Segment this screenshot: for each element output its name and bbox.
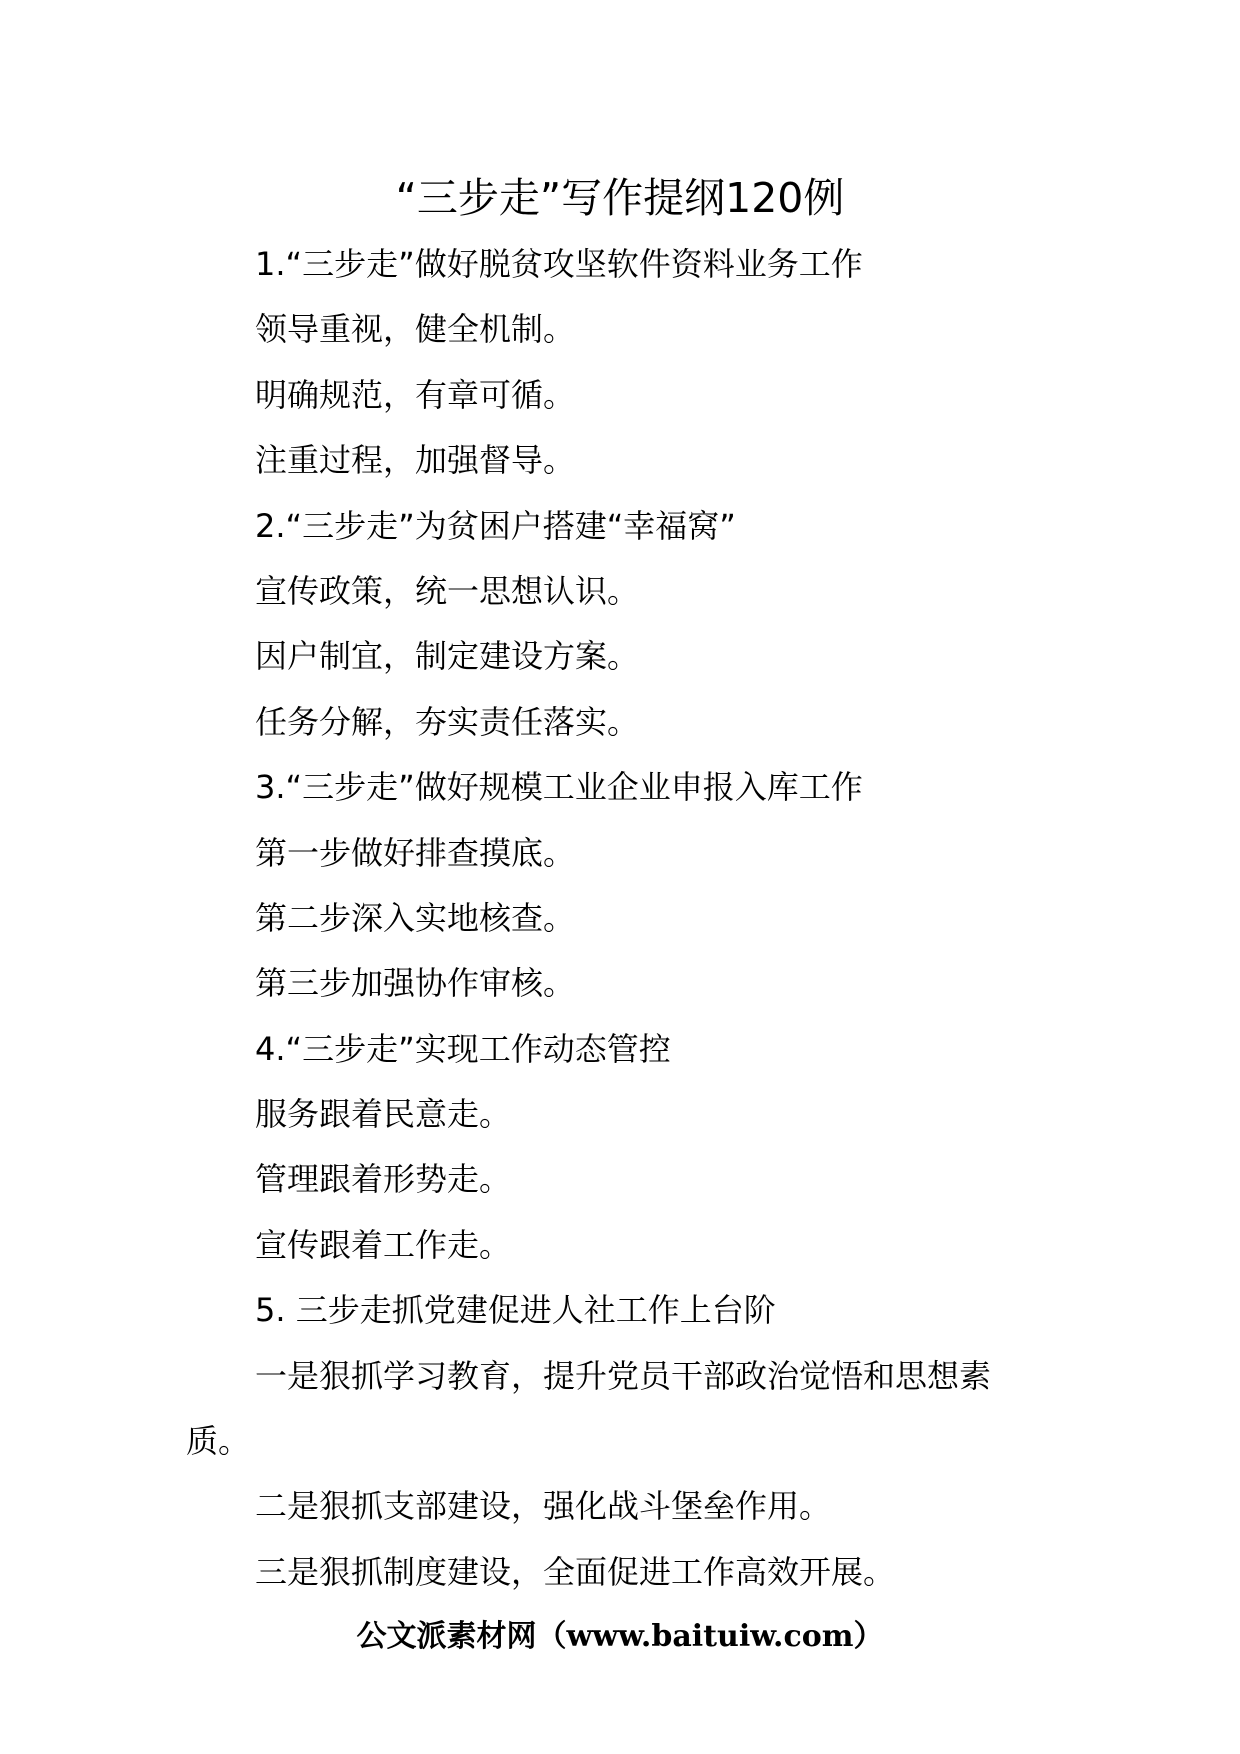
paragraph-line: 一是狠抓学习教育，提升党员干部政治觉悟和思想素 [255, 1356, 992, 1395]
footer-source: 公文派素材网（www.baituiw.com） [356, 1619, 884, 1654]
paragraph-line: 宣传政策，统一思想认识。 [255, 571, 640, 610]
paragraph-line: 宣传跟着工作走。 [255, 1225, 512, 1264]
paragraph-line: 注重过程，加强督导。 [255, 441, 576, 480]
paragraph-line: 二是狠抓支部建设，强化战斗堡垒作用。 [255, 1487, 832, 1526]
paragraph-line: 因户制宜，制定建设方案。 [255, 637, 640, 676]
paragraph-line: 服务跟着民意走。 [255, 1095, 512, 1134]
paragraph-line: 第一步做好排查摸底。 [255, 833, 576, 872]
paragraph-line: 第三步加强协作审核。 [255, 964, 576, 1003]
heading-3: 3.“三步走”做好规模工业企业申报入库工作 [255, 768, 863, 807]
paragraph-line: 明确规范，有章可循。 [255, 375, 576, 414]
document-title: “三步走”写作提纲120例 [395, 174, 845, 222]
paragraph-line: 第二步深入实地核查。 [255, 898, 576, 937]
paragraph-line: 三是狠抓制度建设，全面促进工作高效开展。 [255, 1552, 896, 1591]
paragraph-line: 管理跟着形势走。 [255, 1160, 512, 1199]
heading-4: 4.“三步走”实现工作动态管控 [255, 1029, 671, 1068]
document-body [186, 232, 1066, 1605]
paragraph-line-continuation: 质。 [186, 1422, 251, 1461]
heading-5: 5. 三步走抓党建促进人社工作上台阶 [255, 1291, 776, 1330]
heading-1: 1.“三步走”做好脱贫攻坚软件资料业务工作 [255, 245, 863, 283]
paragraph-line: 任务分解，夯实责任落实。 [255, 702, 640, 741]
heading-2: 2.“三步走”为贫困户搭建“幸福窝” [255, 506, 736, 545]
paragraph-line: 领导重视，健全机制。 [255, 310, 576, 349]
